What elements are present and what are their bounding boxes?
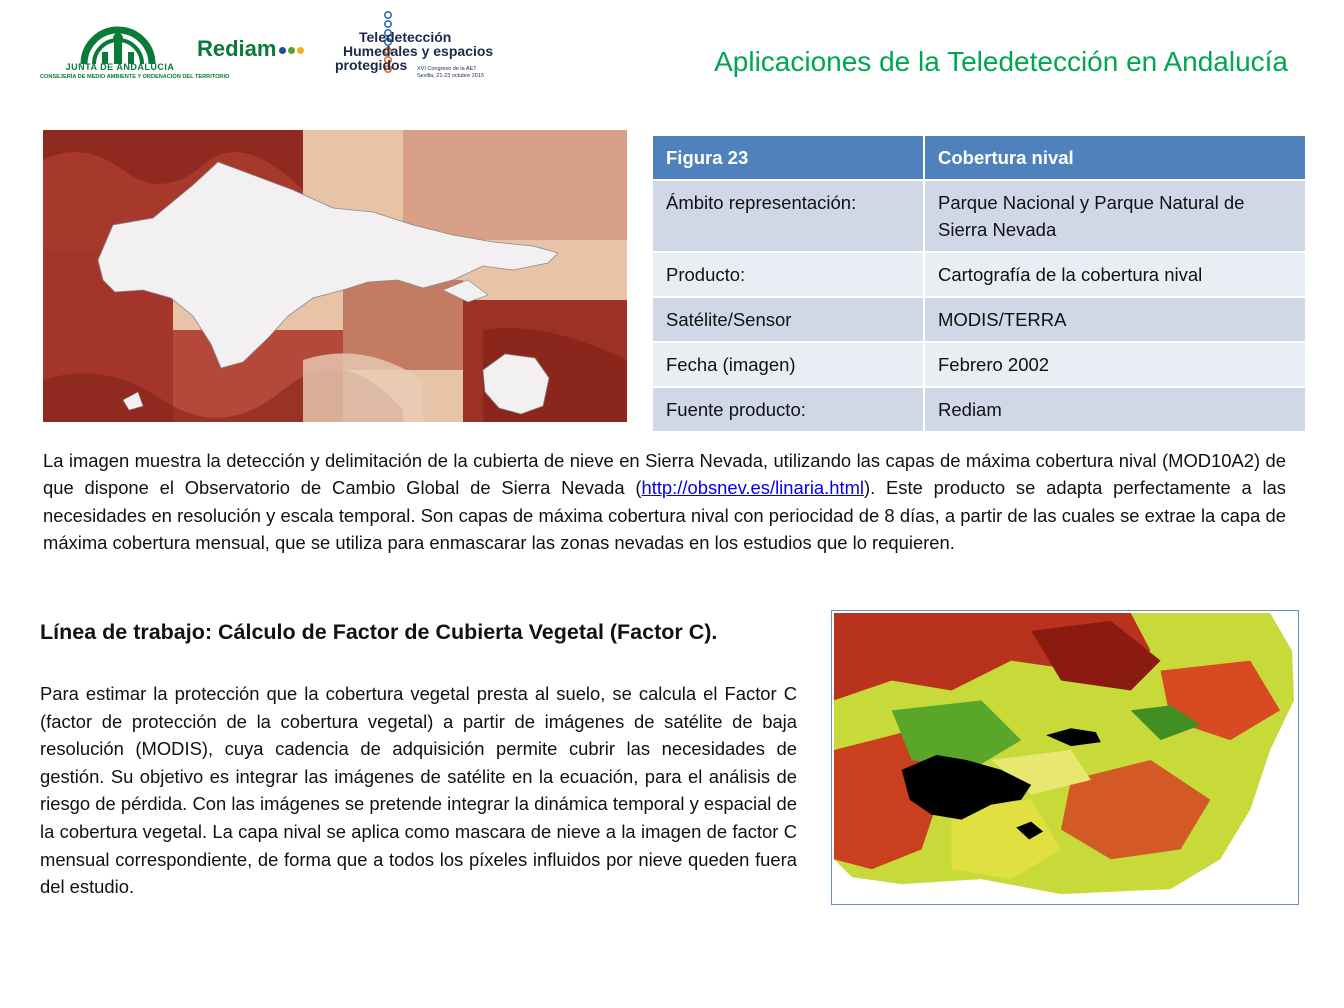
congreso-line-humedales: Humedales y espacios (343, 43, 494, 59)
snow-description-paragraph (43, 447, 1286, 556)
table-header-figure: Figura 23 (652, 135, 924, 180)
snow-cover-map (43, 130, 627, 422)
table-cell-value: MODIS/TERRA (924, 297, 1306, 342)
congreso-aet-logo (333, 8, 508, 88)
table-cell-label: Fuente producto: (652, 387, 924, 432)
congreso-line-aet: XVI Congreso de la AET (417, 66, 477, 72)
congreso-line-teledeteccion: Teledetección (359, 29, 452, 45)
page-title: Aplicaciones de la Teledetección en Andalucía (714, 46, 1288, 77)
rediam-logo-text: Rediam (197, 36, 277, 61)
table-cell-value: Febrero 2002 (924, 342, 1306, 387)
table-cell-label: Fecha (imagen) (652, 342, 924, 387)
work-line-paragraph: Para estimar la protección que la cobertura vegetal presta al suelo, se calcula el Factor C (factor de protección de la cobertura vegetal) a partir de imágenes de satélite de baja resolución (MODIS), cuya cadencia de adquisición permite cubrir las necesidades de gestión. Su objetivo es integrar las imágenes de satélite en la ecuación, para el análisis de riesgo de pérdida. Con las imágenes se pretende integrar la dinámica temporal y espacial de la cobertura vegetal. La capa nival se aplica como mascara de nieve a la imagen de factor C mensual correspondiente, de forma que a todos los píxeles influidos por nieve queden fuera del estudio. (40, 683, 797, 898)
table-cell-label: Producto: (652, 252, 924, 297)
table-cell-value: Rediam (924, 387, 1306, 432)
junta-logo-name: JUNTA DE ANDALUCIA (65, 62, 175, 72)
table-header-row (652, 135, 1306, 180)
congreso-line-date: Sevilla, 21-23 octubre 2015 (417, 73, 484, 79)
table-row (652, 252, 1306, 297)
table-cell-value: Cartografía de la cobertura nival (924, 252, 1306, 297)
table-cell-label: Ámbito representación: (652, 180, 924, 252)
table-cell-label: Satélite/Sensor (652, 297, 924, 342)
description-text-before-link: La imagen muestra la detección y delimitación de la cubierta de nieve en Sierra Nevada, utilizando las capas de máxima cobertura nival (MOD10A2) de que dispone el Observatorio de Cambio Global de Sierra Nevada ( (43, 450, 1286, 499)
factor-c-map (831, 610, 1299, 905)
rediam-dots-icon (279, 41, 306, 59)
congreso-line-protegidos: protegidos (335, 57, 408, 73)
table-row (652, 297, 1306, 342)
work-line-heading: Línea de trabajo: Cálculo de Factor de Cubierta Vegetal (Factor C). (40, 620, 718, 644)
junta-de-andalucia-logo (40, 16, 230, 84)
table-row (652, 387, 1306, 432)
figure-info-table (651, 134, 1307, 433)
table-row (652, 180, 1306, 252)
table-row (652, 342, 1306, 387)
rediam-logo (197, 36, 327, 70)
table-header-title: Cobertura nival (924, 135, 1306, 180)
description-text-after-link: ). Este producto se adapta perfectamente a las necesidades en resolución y escala temporal. Son capas de máxima cobertura nival con periocidad de 8 días, a partir de las cuales se extrae la capa de máxima cobertura mensual, que se utiliza para enmascarar las zonas nevadas en los estudios que lo requieren. (43, 477, 1287, 553)
obsnev-link[interactable]: http://obsnev.es/linaria.html (641, 477, 864, 499)
table-cell-value: Parque Nacional y Parque Natural de Sierra Nevada (924, 180, 1306, 252)
junta-logo-consejeria: CONSEJERÍA DE MEDIO AMBIENTE Y ORDENACIÓN DEL TERRITORIO (40, 74, 230, 80)
junta-arch-icon (78, 20, 158, 66)
